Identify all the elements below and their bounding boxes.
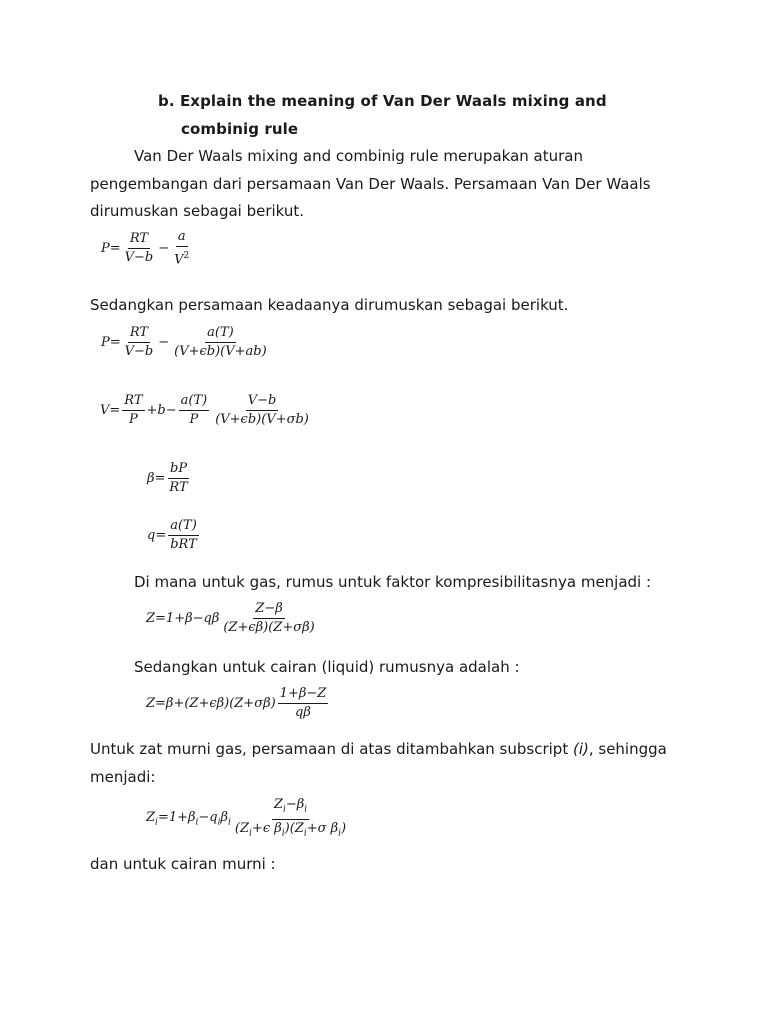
eq8-mid2: −q (198, 810, 218, 826)
section-heading-line1: b. Explain the meaning of Van Der Waals mixing and (158, 92, 607, 110)
eq8-den-d: +σ β (306, 820, 339, 836)
eq7-frac (278, 686, 329, 721)
pure-gas-text (90, 735, 667, 763)
equation-state-pressure (101, 325, 271, 360)
eq3-mid: +b− (146, 403, 177, 418)
eq5-lhs: q= (147, 528, 167, 543)
eq8-num-z: Z (273, 797, 283, 812)
eq8-mid3-sub: i (228, 817, 231, 828)
eq3-frac3 (213, 393, 311, 428)
eq4-lhs: β= (147, 471, 166, 486)
pure-liquid-text: dan untuk cairan murni : (90, 855, 276, 873)
eq6-frac (221, 601, 316, 636)
eq3-den1: P (129, 412, 138, 427)
pure-gas-line-2: menjadi: (90, 768, 156, 786)
eq8-mid-sub: i (195, 817, 199, 828)
eq3-den2: P (189, 412, 199, 427)
equation-z-gas (146, 601, 319, 636)
eq8-den-sub4: i (338, 828, 342, 839)
eq2-lhs: P= (101, 335, 121, 350)
eq3-frac1 (122, 393, 144, 428)
eq8-lhs (146, 810, 231, 828)
eq5-den: bRT (170, 537, 197, 552)
equation-q (147, 518, 201, 553)
eq1-lhs: P= (101, 241, 121, 257)
eq7-num: 1+β−Z (278, 686, 329, 704)
equation-state-volume (100, 393, 313, 428)
eq1-minus: − (158, 241, 170, 257)
eq8-num-beta: −β (285, 797, 305, 812)
eq8-mid2-sub: i (217, 817, 221, 828)
eq4-den: RT (169, 480, 188, 495)
eq2-den2: (V+ϵb)(V+ab) (174, 344, 267, 359)
eq7-den: qβ (295, 705, 311, 720)
eq5-num: a(T) (168, 518, 199, 536)
equation-z-pure-gas (146, 797, 350, 841)
eq3-num3: V−b (246, 393, 279, 411)
eq8-mid3: β (220, 810, 229, 826)
eq2-minus: − (158, 335, 170, 350)
equation-van-der-waals (101, 229, 193, 268)
section-heading-line2: combinig rule (181, 120, 299, 138)
equation-beta (147, 461, 192, 496)
eq3-frac2 (179, 393, 210, 428)
equation-z-liquid (146, 686, 330, 721)
gas-z-text: Di mana untuk gas, rumus untuk faktor kompresibilitasnya menjadi : (134, 573, 652, 591)
eq1-den1: V−b (124, 250, 154, 266)
eq8-den (233, 820, 348, 842)
eq6-num: Z−β (253, 601, 284, 619)
eq8-frac (233, 797, 348, 841)
eq8-num-z-sub: i (282, 804, 286, 815)
eq8-den-sub2: i (281, 828, 285, 839)
eq3-lhs: V= (100, 403, 121, 418)
eq1-den2 (172, 247, 191, 268)
eq8-den-b: +ϵ β (251, 820, 282, 836)
eq1-num1: RT (128, 231, 150, 249)
intro-line-1: Van Der Waals mixing and combinig rule merupakan aturan (134, 147, 583, 165)
eq8-den-sub1: i (249, 828, 252, 839)
intro-line-2: pengembangan dari persamaan Van Der Waals. Persamaan Van Der Waals (90, 175, 651, 193)
liquid-z-text: Sedangkan untuk cairan (liquid) rumusnya adalah : (134, 658, 520, 676)
eq3-num2: a(T) (179, 393, 210, 411)
eq1-den2-exp: 2 (183, 251, 190, 261)
pure-gas-text-b: , sehingga (588, 740, 667, 758)
eq1-frac1 (123, 231, 156, 266)
eq8-num (272, 797, 309, 820)
eq3-num1: RT (122, 393, 144, 411)
eq4-frac (167, 461, 189, 496)
eq1-frac2 (172, 229, 191, 268)
eq6-lhs: Z=1+β−qβ (146, 611, 220, 626)
eq2-frac2 (172, 325, 269, 360)
eq2-frac1 (123, 325, 156, 360)
state-eq-text: Sedangkan persamaan keadaanya dirumuskan sebagai berikut. (90, 296, 569, 314)
eq1-num2: a (176, 229, 188, 247)
eq8-den-c: )(Z (284, 820, 304, 836)
intro-line-3: dirumuskan sebagai berikut. (90, 202, 305, 220)
eq7-lhs: Z=β+(Z+ϵβ)(Z+σβ) (146, 696, 276, 711)
eq5-frac (168, 518, 199, 553)
eq6-den: (Z+ϵβ)(Z+σβ) (223, 620, 315, 635)
eq3-den3: (V+ϵb)(V+σb) (215, 412, 309, 427)
eq2-den1: V−b (124, 344, 154, 359)
eq8-num-beta-sub: i (304, 804, 308, 815)
eq4-num: bP (168, 461, 189, 479)
eq1-den2-base: V (174, 252, 184, 268)
pure-gas-text-a: Untuk zat murni gas, persamaan di atas ditambahkan subscript (90, 740, 573, 758)
eq8-z-sub: i (155, 817, 158, 828)
eq2-num1: RT (128, 325, 150, 343)
eq8-den-a: (Z (234, 820, 250, 836)
pure-gas-subscript-i: (i) (572, 740, 589, 758)
eq8-den-e: ) (341, 820, 347, 836)
eq2-num2: a(T) (205, 325, 236, 343)
eq8-z: Z (146, 810, 156, 826)
eq8-mid: =1+β (157, 810, 196, 826)
eq8-den-sub3: i (303, 828, 307, 839)
